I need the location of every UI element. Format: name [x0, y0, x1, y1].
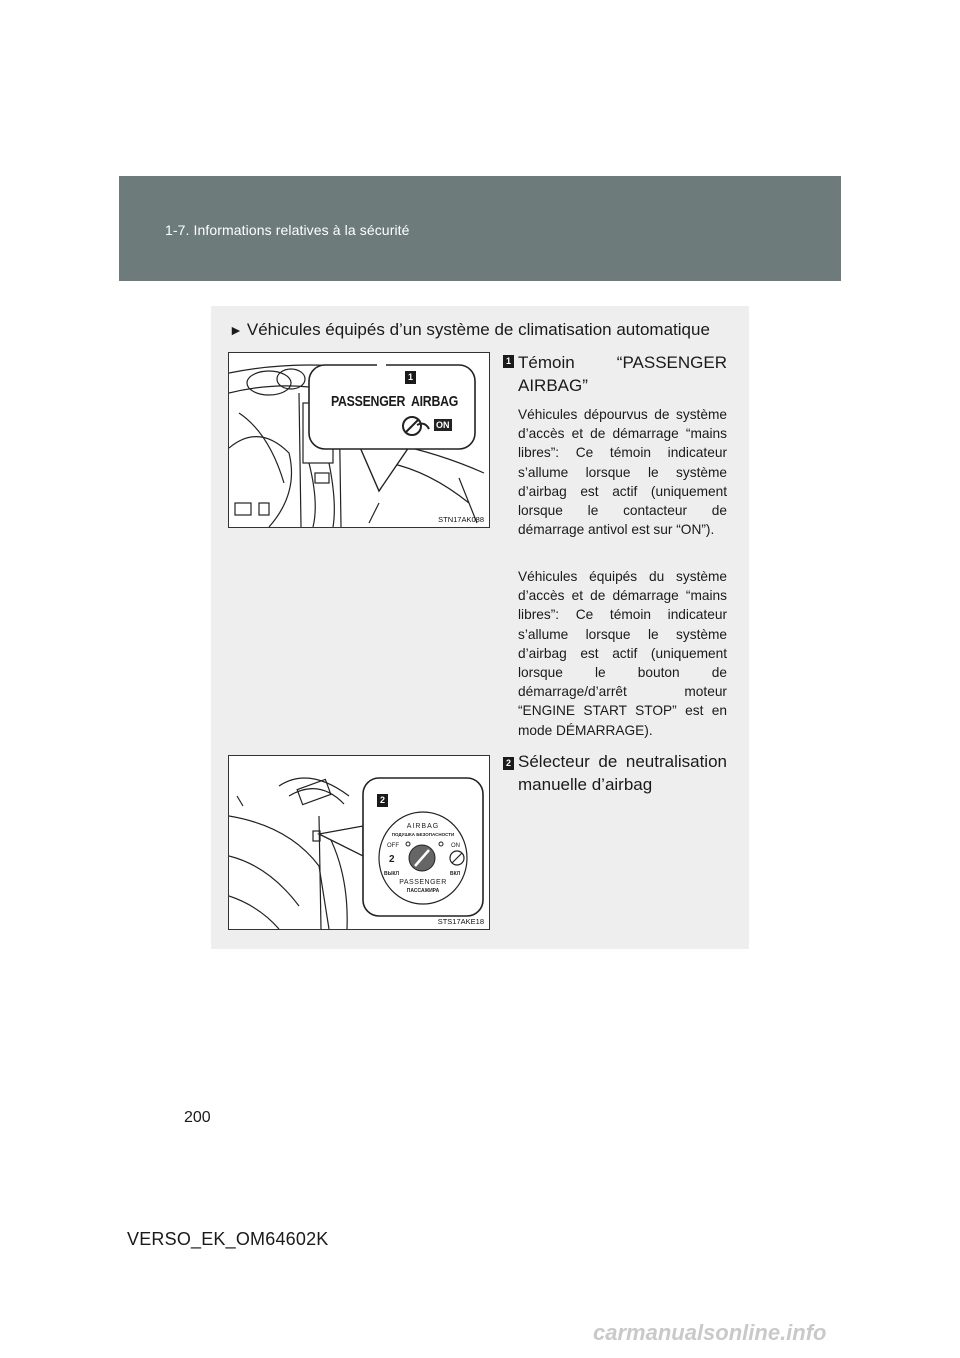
dashboard-illustration — [229, 353, 489, 527]
figure-code: STS17AKE18 — [437, 917, 484, 926]
passenger-airbag-label: PASSENGER AIRBAG — [331, 393, 459, 410]
switch-off-label: OFF — [387, 843, 399, 849]
glovebox-illustration — [229, 756, 489, 929]
item-1-paragraph-1: Véhicules dépourvus de système d’accès et de démarrage “mains libres”: Ce témoin indicateur s’allume lorsque le système d’airbag est actif (uniquement lorsque le contacteur de démarrage antivol est sur “ON”). — [518, 407, 727, 538]
svg-text:2: 2 — [389, 854, 395, 865]
callout-number-2: 2 — [377, 794, 388, 807]
switch-on-label-ru: ВКЛ — [450, 871, 461, 877]
switch-passenger-label: PASSENGER — [399, 879, 447, 886]
item-number-1: 1 — [503, 355, 514, 368]
document-code: VERSO_EK_OM64602K — [127, 1229, 329, 1249]
figure-code: STN17AK088 — [438, 515, 484, 524]
item-title-1: Témoin “PASSENGER AIRBAG” — [518, 353, 727, 395]
airbag-on-badge: ON — [436, 420, 450, 430]
switch-on-label: ON — [451, 843, 460, 849]
watermark: carmanualsonline.info — [593, 1320, 827, 1345]
switch-off-label-ru: ВЫКЛ — [384, 871, 400, 877]
subheading-text: Véhicules équipés d’un système de climatisation automatique — [246, 320, 710, 339]
callout-number-1: 1 — [405, 371, 416, 384]
subheading — [229, 320, 739, 340]
item-1-paragraph-2: Véhicules équipés du système d’accès et de démarrage “mains libres”: Ce témoin indicateur s’allume lorsque le système d’airbag est actif (uniquement lorsque le bouton de démarrage/d’arrêt moteur “ENGINE START STOP” est en mode DÉMARRAGE). — [518, 569, 727, 738]
switch-airbag-label: AIRBAG — [406, 823, 440, 830]
triangle-bullet-icon: ► — [229, 322, 243, 338]
switch-passenger-label-ru: ПАССАЖИРА — [406, 888, 440, 894]
figure-airbag-cutoff-switch — [228, 755, 490, 930]
section-title: 1-7. Informations relatives à la sécurité — [165, 222, 410, 238]
item-title-2: Sélecteur de neutralisation manuelle d’airbag — [518, 752, 727, 794]
figure-passenger-airbag-indicator — [228, 352, 490, 528]
switch-airbag-label-ru: ПОДУШКА БЕЗОПАСНОСТИ — [391, 832, 455, 837]
page-number: 200 — [184, 1109, 211, 1126]
item-number-2: 2 — [503, 757, 514, 770]
airbag-off-icon — [401, 415, 431, 437]
